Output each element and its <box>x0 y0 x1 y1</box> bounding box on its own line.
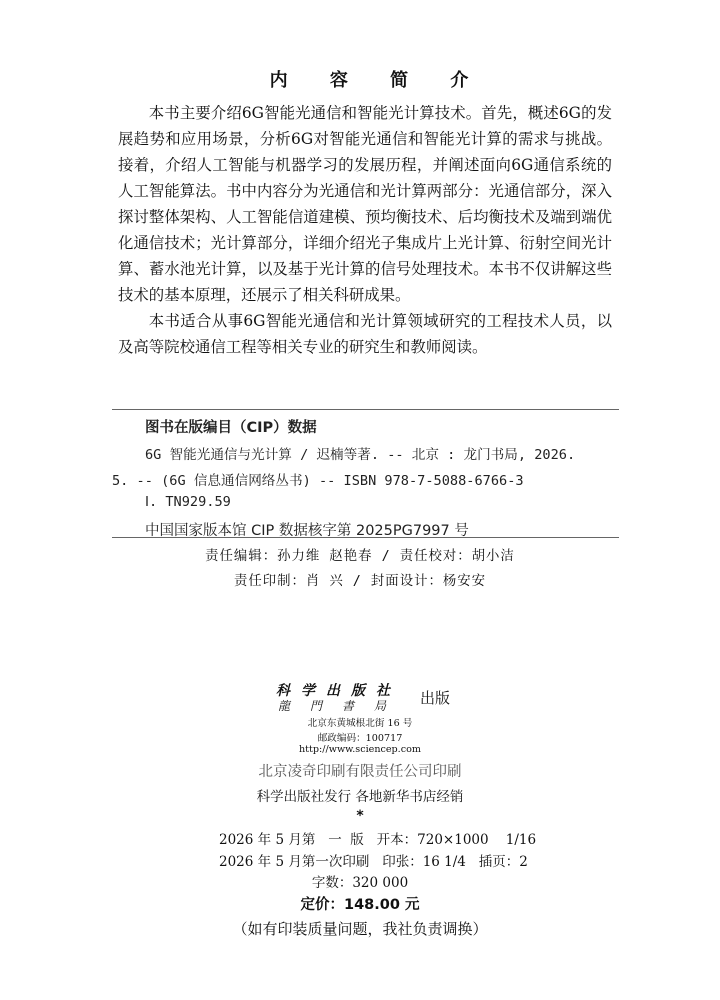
cip-line-4: 中国国家版本馆 CIP 数据核字第 2025PG7997 号 <box>145 523 469 539</box>
abstract-section <box>118 100 612 360</box>
page-title: 内 容 简 介 <box>269 70 487 91</box>
price: 定价：148.00 元 <box>300 897 420 913</box>
cip-line-2: 5. -- (6G 信息通信网络丛书) -- ISBN 978-7-5088-6766-3 <box>112 473 524 489</box>
publisher-logo-longmen: 龍門書局 <box>278 699 407 713</box>
publisher-address: 北京东黄城根北街 16 号 <box>307 718 413 729</box>
word-count: 字数：320 000 <box>311 875 409 891</box>
printing-line: 2026 年 5 月第一次印刷 印张：16 1/4 插页：2 <box>219 854 528 870</box>
cip-top-rule <box>112 409 619 410</box>
cip-line-1: 6G 智能光通信与光计算 / 迟楠等著. -- 北京 : 龙门书局, 2026. <box>145 447 576 463</box>
cip-bottom-rule <box>112 537 619 538</box>
cip-line-3: Ⅰ. TN929.59 <box>145 494 231 510</box>
separator-star: * <box>356 808 364 824</box>
distribution-line: 科学出版社发行 各地新华书店经销 <box>256 789 464 805</box>
staff-production: 责任印制：肖 兴 / 封面设计：杨安安 <box>233 574 487 589</box>
cip-heading: 图书在版编目（CIP）数据 <box>145 420 317 436</box>
abstract-paragraph-1: 本书主要介绍6G智能光通信和智能光计算技术。首先，概述6G的发展趋势和应用场景，分析6G对智能光通信和智能光计算的需求与挑战。接着，介绍人工智能与机器学习的发展历程，并阐述面向6G通信系统的人工智能算法。书中内容分为光通信和光计算两部分：光通信部分，深入探讨整体架构、人工智能信道建模、预均衡技术、后均衡技术及端到端优化通信技术；光计算部分，详细介绍光子集成片上光计算、衍射空间光计算、蓄水池光计算，以及基于光计算的信号处理技术。本书不仅讲解这些技术的基本原理，还展示了相关科研成果。 <box>118 104 612 304</box>
publisher-logo-science-press: 科学出版社 <box>276 683 401 699</box>
staff-editors: 责任编辑：孙力维 赵艳春 / 责任校对：胡小洁 <box>205 549 515 564</box>
quality-note: （如有印装质量问题，我社负责调换） <box>232 920 488 938</box>
publisher-logo-block <box>276 680 476 720</box>
publisher-url: http://www.sciencep.com <box>299 744 421 755</box>
printer-name: 北京凌奇印刷有限责任公司印刷 <box>258 764 462 780</box>
publisher-suffix: 出版 <box>420 689 451 707</box>
abstract-paragraph-2: 本书适合从事6G智能光通信和光计算领域研究的工程技术人员，以及高等院校通信工程等相关专业的研究生和教师阅读。 <box>118 312 612 356</box>
publisher-postcode: 邮政编码：100717 <box>317 733 403 744</box>
edition-line: 2026 年 5 月第 一 版 开本：720×1000 1/16 <box>219 832 537 848</box>
